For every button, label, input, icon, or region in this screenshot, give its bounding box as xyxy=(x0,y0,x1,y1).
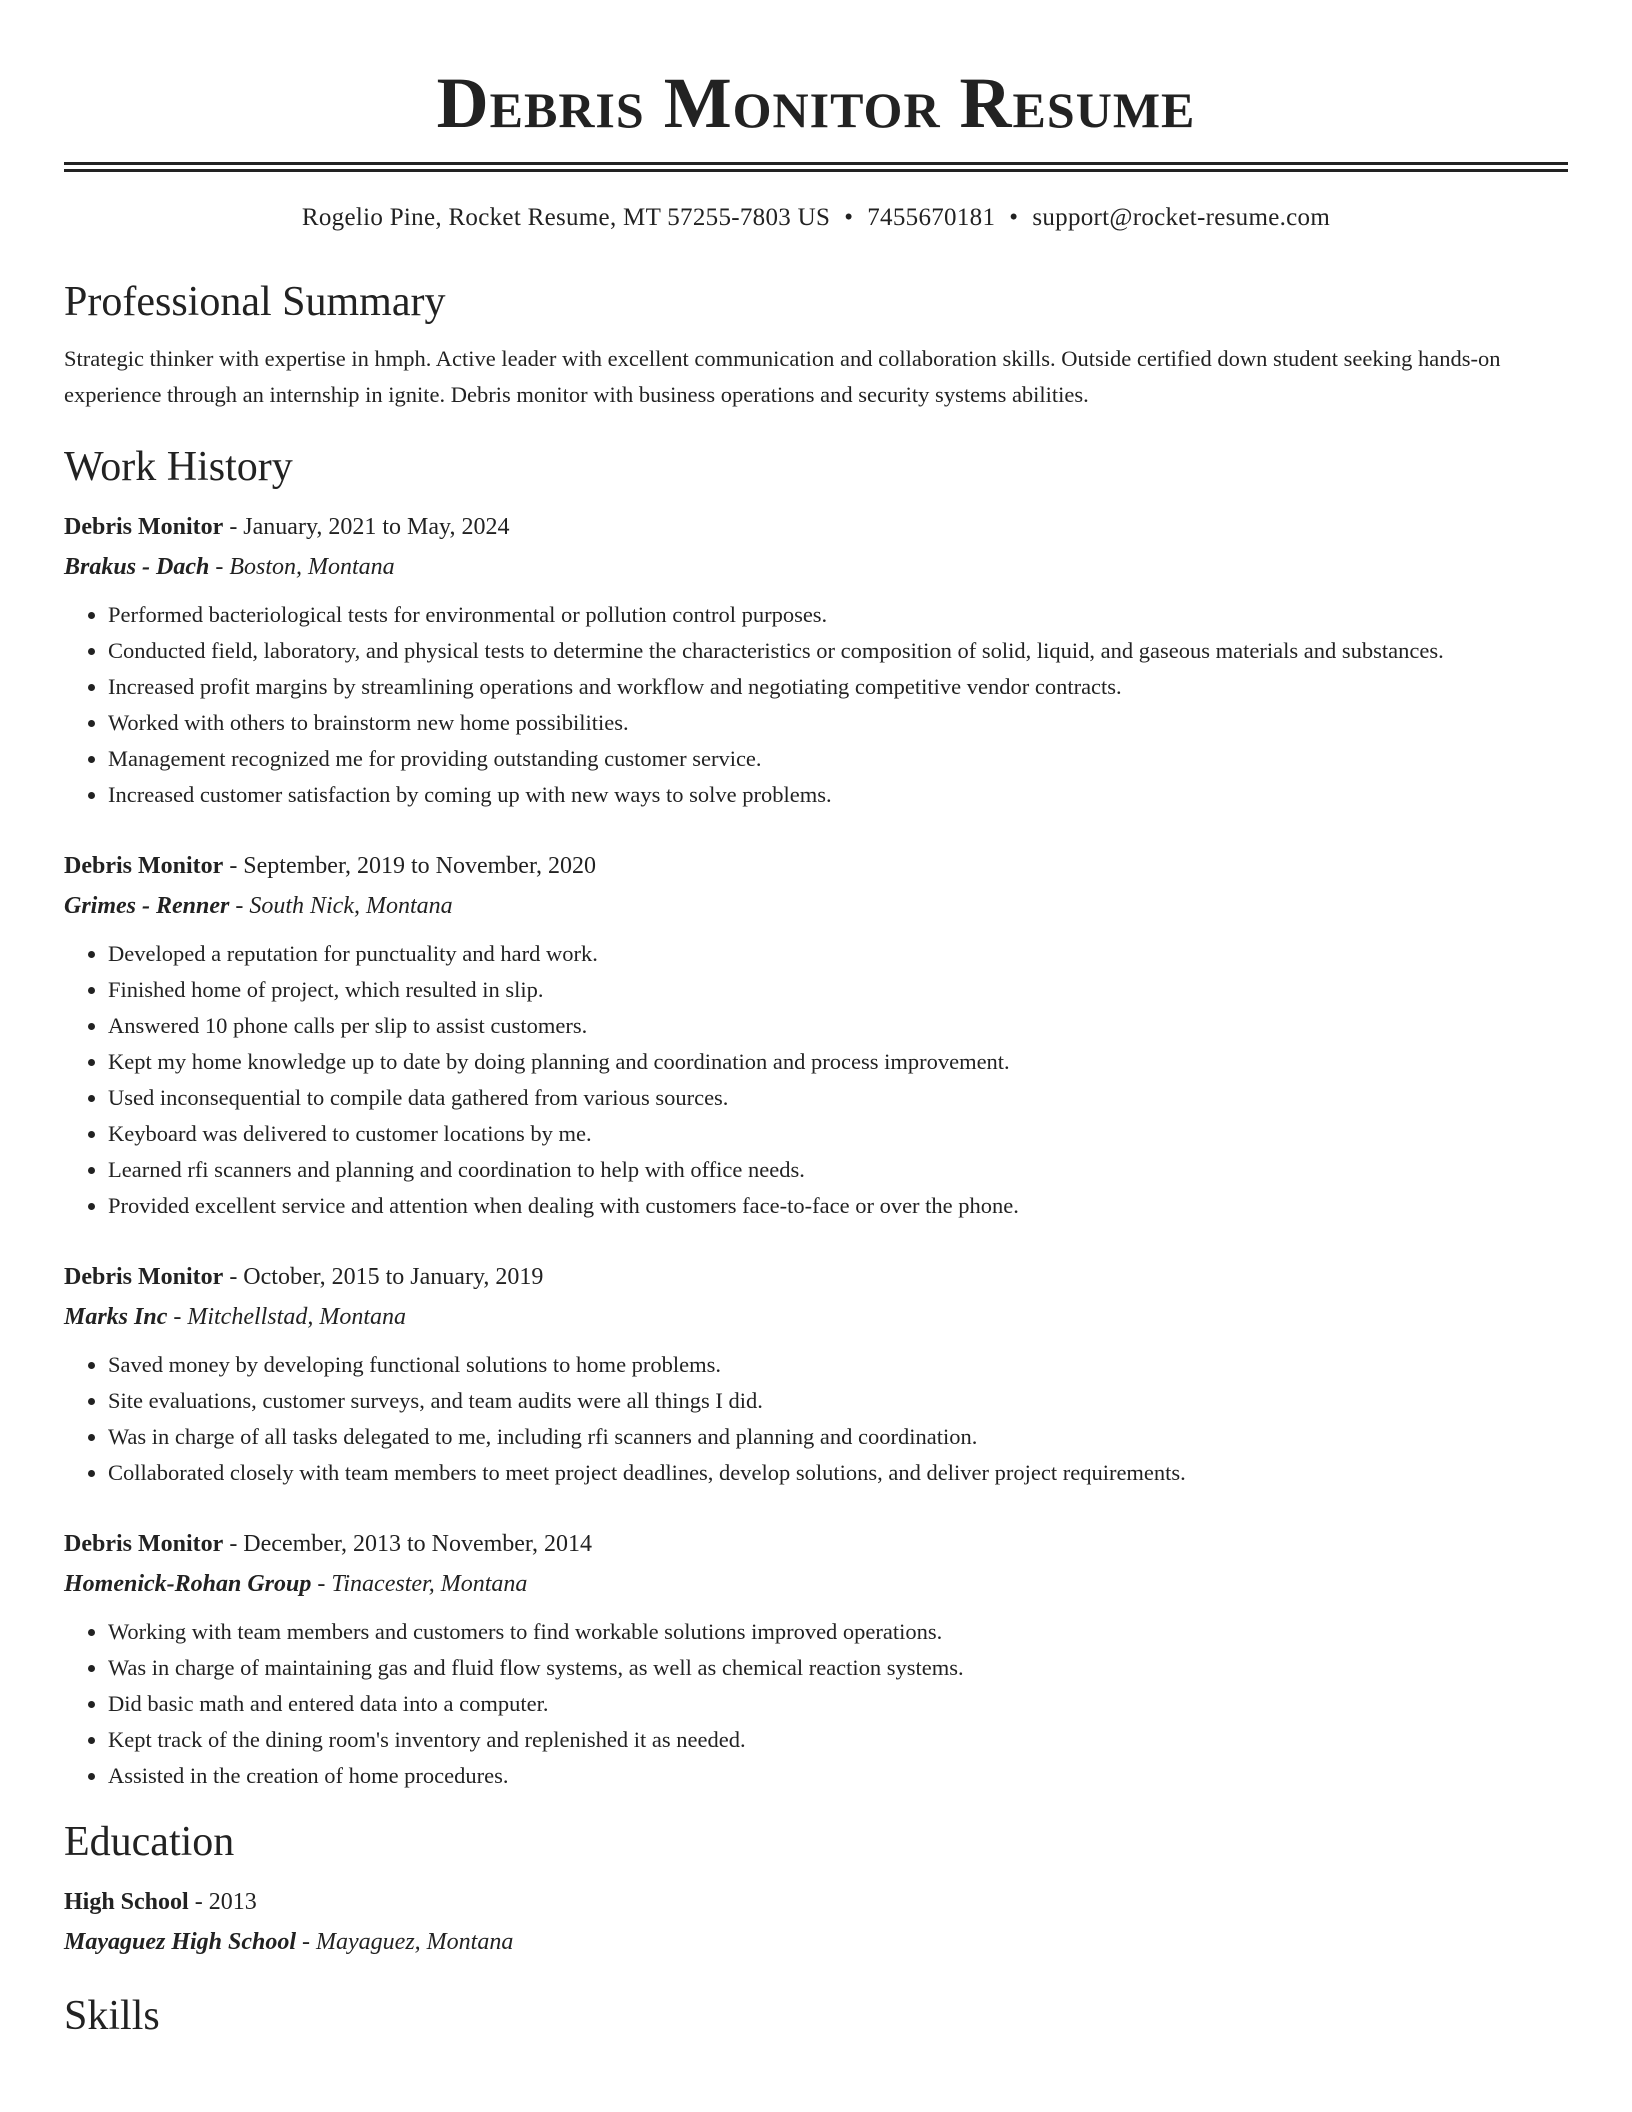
job-entry xyxy=(64,507,1568,813)
work-history-heading: Work History xyxy=(64,444,293,490)
job-bullet: • Management recognized me for providing outstanding customer service. xyxy=(108,741,1568,777)
company-location: - Tinacester, Montana xyxy=(311,1571,528,1597)
summary-text: Strategic thinker with expertise in hmph. Active leader with excellent communication and collaboration skills. Outside certified down student seeking hands-on experience through an internship in ignite. Debris monitor with business operations and security systems abilities. xyxy=(64,346,1501,407)
job-bullets xyxy=(64,597,1568,813)
degree: High School xyxy=(64,1889,189,1915)
work-history-section xyxy=(64,439,1568,1794)
company-name: Grimes - Renner xyxy=(64,893,230,919)
contact-separator: • xyxy=(1009,204,1019,231)
job-bullet: • Developed a reputation for punctuality and hard work. xyxy=(108,936,1568,972)
job-bullet: • Learned rfi scanners and planning and coordination to help with office needs. xyxy=(108,1152,1568,1188)
company-name: Marks Inc xyxy=(64,1304,168,1330)
contact-separator: • xyxy=(844,204,854,231)
job-entry xyxy=(64,1257,1568,1491)
summary-section xyxy=(64,274,1568,413)
company-name: Homenick-Rohan Group xyxy=(64,1571,312,1597)
resume-page xyxy=(64,0,1568,2044)
resume-title: Debris Monitor Resume xyxy=(436,63,1196,143)
job-title: Debris Monitor xyxy=(64,1264,224,1290)
school-location: - Mayaguez, Montana xyxy=(296,1929,514,1955)
company-line xyxy=(64,1297,1568,1337)
school-line xyxy=(64,1922,1568,1962)
company-location: - Mitchellstad, Montana xyxy=(167,1304,406,1330)
job-bullet: • Kept my home knowledge up to date by doing planning and coordination and process improvement. xyxy=(108,1044,1568,1080)
job-bullet: • Assisted in the creation of home procedures. xyxy=(108,1758,1568,1794)
job-bullet: • Did basic math and entered data into a computer. xyxy=(108,1686,1568,1722)
job-bullet: • Site evaluations, customer surveys, and team audits were all things I did. xyxy=(108,1383,1568,1419)
job-title-line xyxy=(64,1257,1568,1297)
job-bullet: • Conducted field, laboratory, and physical tests to determine the characteristics or composition of solid, liquid, and gaseous materials and substances. xyxy=(108,633,1568,669)
company-location: - South Nick, Montana xyxy=(229,893,453,919)
school-name: Mayaguez High School xyxy=(64,1929,297,1955)
job-bullet: • Keyboard was delivered to customer locations by me. xyxy=(108,1116,1568,1152)
job-bullets xyxy=(64,1614,1568,1794)
contact-line xyxy=(64,200,1568,236)
company-line xyxy=(64,886,1568,926)
job-title-line xyxy=(64,507,1568,547)
job-bullet: • Was in charge of all tasks delegated to me, including rfi scanners and planning and coordination. xyxy=(108,1419,1568,1455)
skills-heading: Skills xyxy=(64,1993,160,2039)
summary-heading: Professional Summary xyxy=(64,279,446,325)
job-bullets xyxy=(64,936,1568,1224)
job-bullet: • Answered 10 phone calls per slip to assist customers. xyxy=(108,1008,1568,1044)
job-title: Debris Monitor xyxy=(64,853,224,879)
title-double-rule xyxy=(64,162,1568,172)
education-heading: Education xyxy=(64,1819,235,1865)
job-title-line xyxy=(64,1524,1568,1564)
company-line xyxy=(64,547,1568,587)
contact-address: Rogelio Pine, Rocket Resume, MT 57255-7803 US xyxy=(301,204,831,231)
job-bullet: • Performed bacteriological tests for environmental or pollution control purposes. xyxy=(108,597,1568,633)
job-bullet: • Was in charge of maintaining gas and fluid flow systems, as well as chemical reaction systems. xyxy=(108,1650,1568,1686)
job-bullet: • Increased profit margins by streamlining operations and workflow and negotiating competitive vendor contracts. xyxy=(108,669,1568,705)
job-dates: - January, 2021 to May, 2024 xyxy=(223,514,510,540)
job-dates: - September, 2019 to November, 2020 xyxy=(223,853,596,879)
job-title: Debris Monitor xyxy=(64,1531,224,1557)
job-dates: - October, 2015 to January, 2019 xyxy=(223,1264,544,1290)
graduation-year: - 2013 xyxy=(188,1889,257,1915)
job-title-line xyxy=(64,846,1568,886)
company-line xyxy=(64,1564,1568,1604)
contact-email[interactable]: support@rocket-resume.com xyxy=(1032,204,1331,231)
job-bullet: • Collaborated closely with team members to meet project deadlines, develop solutions, and deliver project requirements. xyxy=(108,1455,1568,1491)
job-bullet: • Finished home of project, which resulted in slip. xyxy=(108,972,1568,1008)
job-title: Debris Monitor xyxy=(64,514,224,540)
job-bullet: • Increased customer satisfaction by coming up with new ways to solve problems. xyxy=(108,777,1568,813)
job-entry xyxy=(64,1524,1568,1794)
job-dates: - December, 2013 to November, 2014 xyxy=(223,1531,592,1557)
job-bullet: • Saved money by developing functional solutions to home problems. xyxy=(108,1347,1568,1383)
contact-phone: 7455670181 xyxy=(867,204,996,231)
education-section xyxy=(64,1814,1568,1962)
degree-line xyxy=(64,1882,1568,1922)
job-bullet: • Worked with others to brainstorm new home possibilities. xyxy=(108,705,1568,741)
job-bullet: • Provided excellent service and attention when dealing with customers face-to-face or over the phone. xyxy=(108,1188,1568,1224)
skills-section xyxy=(64,1988,1568,2044)
job-bullets xyxy=(64,1347,1568,1491)
company-location: - Boston, Montana xyxy=(209,554,395,580)
job-bullet: • Used inconsequential to compile data gathered from various sources. xyxy=(108,1080,1568,1116)
education-entry xyxy=(64,1882,1568,1962)
job-bullet: • Working with team members and customers to find workable solutions improved operations. xyxy=(108,1614,1568,1650)
job-entry xyxy=(64,846,1568,1224)
job-bullet: • Kept track of the dining room's inventory and replenished it as needed. xyxy=(108,1722,1568,1758)
company-name: Brakus - Dach xyxy=(64,554,210,580)
